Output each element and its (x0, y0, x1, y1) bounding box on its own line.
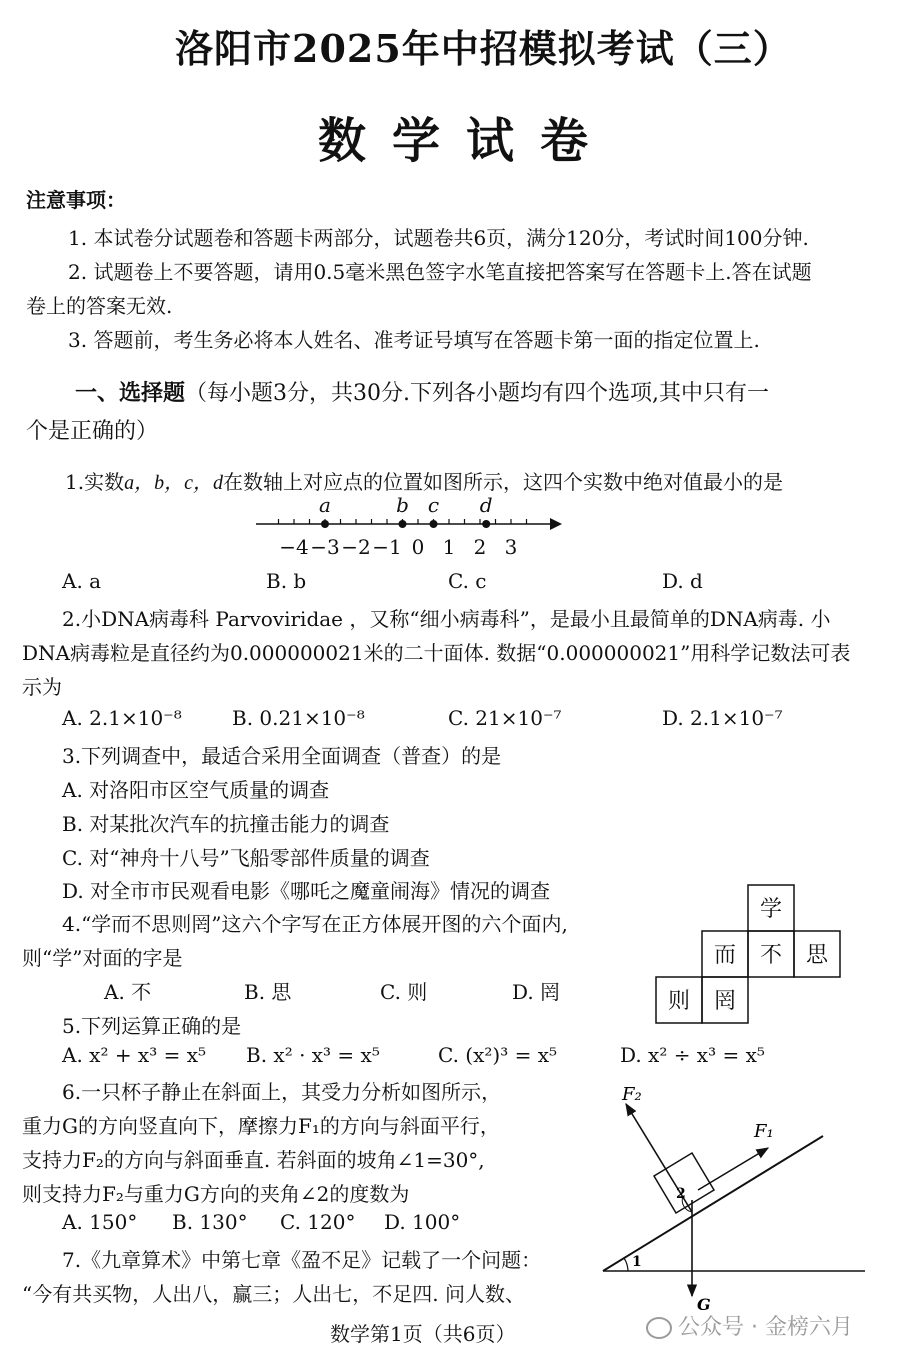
q6-line: 6.一只杯子静止在斜面上，其受力分析如图所示， (62, 1080, 502, 1104)
page-footer: 数学第1页（共6页） (330, 1322, 516, 1346)
label-f2: F₂ (622, 1084, 642, 1105)
force-f1-arrow (698, 1148, 768, 1190)
tick-label: 2 (473, 535, 487, 559)
exam-subtitle: 数学试卷 (318, 113, 615, 169)
label-g: G (697, 1295, 711, 1314)
q1-stem (65, 466, 783, 495)
watermark-text: 公众号 · 金榜六月 (678, 1315, 853, 1340)
exam-title: 洛阳市2025年中招模拟考试（三） (175, 26, 792, 71)
q6-option-a: A. 150° (62, 1210, 138, 1234)
label-angle1: 1 (632, 1254, 642, 1270)
notice-item: 2. 试题卷上不要答题，请用0.5毫米黑色签字水笔直接把答案写在答题卡上.答在试题 (68, 260, 812, 284)
section-desc-cont: 个是正确的） (26, 419, 159, 444)
q5-stem: 5.下列运算正确的是 (62, 1014, 242, 1038)
net-char: 而 (713, 943, 737, 968)
q1-stem-prefix: 1.实数 (65, 470, 125, 494)
tick-label: 3 (504, 535, 518, 559)
net-char: 不 (759, 943, 783, 968)
q7-line: “今有共买物，人出八，赢三；人出七，不足四. 问人数、 (22, 1282, 525, 1306)
section-desc: （每小题3分，共30分.下列各小题均有四个选项,其中只有一 (185, 381, 769, 406)
label-angle2: 2 (676, 1186, 686, 1202)
force-diagram (595, 1078, 885, 1318)
point-label: c (427, 493, 440, 517)
q3-option-d: D. 对全市市民观看电影《哪吒之魔童闹海》情况的调查 (62, 879, 551, 903)
q2-option-b: B. 0.21×10⁻⁸ (232, 706, 365, 730)
q5-option-d: D. x² ÷ x³ = x⁵ (620, 1043, 765, 1067)
q5-option-c: C. (x²)³ = x⁵ (438, 1043, 557, 1067)
section-heading (75, 376, 769, 407)
q5-option-a: A. x² + x³ = x⁵ (62, 1043, 206, 1067)
net-char: 思 (805, 943, 829, 968)
q3-option-c: C. 对“神舟十八号”飞船零部件质量的调查 (62, 846, 430, 870)
q3-option-b: B. 对某批次汽车的抗撞击能力的调查 (62, 812, 390, 836)
notice-item: 1. 本试卷分试题卷和答题卡两部分，试题卷共6页，满分120分，考试时间100分钟. (68, 226, 809, 250)
q2-line: DNA病毒粒是直径约为0.000000021米的二十面体. 数据“0.000000021”用科学记数法可表 (22, 641, 851, 665)
axis-point (482, 520, 490, 528)
q6-option-b: B. 130° (172, 1210, 248, 1234)
q4-option-d: D. 罔 (512, 980, 561, 1004)
q2-line: 示为 (22, 675, 62, 699)
tick-label: 1 (442, 535, 456, 559)
cube-net-figure (650, 880, 850, 1030)
q4-line: 4.“学而不思则罔”这六个字写在正方体展开图的六个面内, (62, 912, 568, 936)
q1-number-line (250, 492, 580, 562)
q1-option-b: B. b (266, 569, 307, 593)
tick-label: 0 (411, 535, 425, 559)
tick-label: −2 (341, 535, 371, 559)
q2-option-a: A. 2.1×10⁻⁸ (62, 706, 182, 730)
q3-stem: 3.下列调查中，最适合采用全面调查（普查）的是 (62, 744, 502, 768)
axis-arrow (550, 518, 562, 530)
wechat-icon (646, 1317, 672, 1339)
tick-label: −1 (372, 535, 402, 559)
notice-heading: 注意事项： (26, 188, 126, 212)
q2-option-c: C. 21×10⁻⁷ (448, 706, 562, 730)
notice-item: 3. 答题前，考生务必将本人姓名、准考证号填写在答题卡第一面的指定位置上. (68, 328, 760, 352)
tick-label: −4 (279, 535, 309, 559)
q2-line: 2.小DNA病毒科 Parvoviridae ，又称“细小病毒科”，是最小且最简单的DNA病毒. 小 (62, 607, 831, 631)
incline-line (603, 1136, 823, 1271)
axis-point (430, 520, 438, 528)
point-label: b (396, 493, 409, 517)
q6-option-c: C. 120° (280, 1210, 356, 1234)
axis-point (399, 520, 407, 528)
q2-option-d: D. 2.1×10⁻⁷ (662, 706, 783, 730)
cup-box (654, 1153, 714, 1213)
q7-line: 7.《九章算术》中第七章《盈不足》记载了一个问题： (62, 1248, 542, 1272)
q6-line: 重力G的方向竖直向下，摩擦力F₁的方向与斜面平行， (22, 1114, 500, 1138)
axis-point (321, 520, 329, 528)
point-label: a (319, 493, 331, 517)
angle-1-arc (624, 1258, 628, 1271)
q1-option-d: D. d (662, 569, 703, 593)
q3-option-a: A. 对洛阳市区空气质量的调查 (62, 778, 330, 802)
q4-line: 则“学”对面的字是 (22, 946, 183, 970)
tick-label: −3 (310, 535, 340, 559)
label-f1: F₁ (754, 1121, 774, 1142)
q6-line: 支持力F₂的方向与斜面垂直. 若斜面的坡角∠1=30°, (22, 1148, 485, 1172)
point-label: d (479, 493, 493, 517)
watermark (646, 1310, 853, 1341)
q1-stem-suffix: 在数轴上对应点的位置如图所示，这四个实数中绝对值最小的是 (222, 470, 783, 494)
q1-option-c: C. c (448, 569, 487, 593)
net-char: 则 (667, 989, 691, 1014)
q1-stem-vars: a，b，c，d (124, 472, 223, 494)
net-char: 学 (759, 897, 783, 922)
q1-option-a: A. a (62, 569, 102, 593)
q6-option-d: D. 100° (384, 1210, 461, 1234)
notice-item: 卷上的答案无效. (26, 294, 173, 318)
q5-option-b: B. x² · x³ = x⁵ (246, 1043, 380, 1067)
section-label: 一、选择题 (75, 380, 186, 406)
net-char: 罔 (713, 989, 737, 1014)
q6-line: 则支持力F₂与重力G方向的夹角∠2的度数为 (22, 1182, 410, 1206)
q4-option-a: A. 不 (104, 980, 152, 1004)
q4-option-b: B. 思 (244, 980, 292, 1004)
q4-option-c: C. 则 (380, 980, 428, 1004)
